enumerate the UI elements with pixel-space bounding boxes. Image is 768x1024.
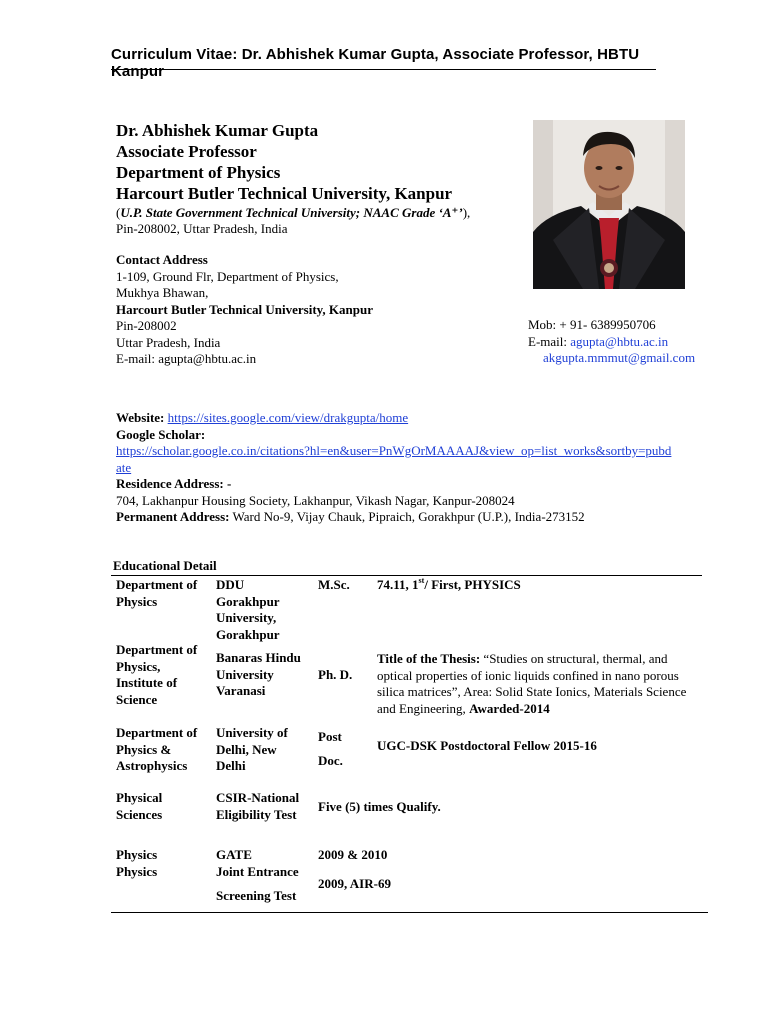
contact-email: E-mail: agupta@hbtu.ac.in [116, 351, 257, 366]
contact-line: Pin-208002 [116, 318, 177, 333]
edu-dept: Physical Sciences [116, 790, 163, 822]
cv-header-title: Curriculum Vitae: Dr. Abhishek Kumar Gupta, Associate Professor, HBTU Kanpur [111, 46, 640, 80]
profile-designation: Associate Professor [116, 142, 257, 161]
edu-degree: Ph. D. [318, 667, 353, 682]
edu-institution: GATE Joint Entrance Screening Test [216, 847, 299, 903]
profile-university: Harcourt Butler Technical University, Kanpur [116, 184, 453, 203]
edu-dept: Department of Physics & Astrophysics [116, 725, 198, 773]
profile-name: Dr. Abhishek Kumar Gupta [116, 121, 319, 140]
edu-institution: University of Delhi, New Delhi [216, 725, 288, 773]
edu-detail: Five (5) times Qualify. [318, 799, 441, 814]
website-label: Website: [116, 410, 168, 425]
edu-year: 2009 & 2010 [318, 847, 388, 862]
email-link-primary[interactable]: agupta@hbtu.ac.in [570, 333, 669, 349]
education-table-top-rule [111, 575, 702, 576]
residence-address: 704, Lakhanpur Housing Society, Lakhanpur, Vikash Nagar, Kanpur-208024 [116, 492, 515, 508]
contact-line: 1-109, Ground Flr, Department of Physics, [116, 268, 339, 284]
mobile-number: Mob: + 91- 6389950706 [528, 317, 656, 332]
website-link[interactable]: https://sites.google.com/view/drakgupta/home [167, 410, 409, 425]
edu-year: 2009, AIR-69 [318, 876, 391, 891]
contact-line: Harcourt Butler Technical University, Kanpur [116, 301, 374, 317]
contact-heading: Contact Address [116, 252, 208, 267]
residence-label: Residence Address: - [116, 476, 232, 491]
edu-institution: CSIR-National Eligibility Test [216, 790, 300, 822]
education-table-bottom-rule [111, 912, 708, 913]
profile-block [116, 120, 516, 204]
edu-dept: Department of Physics, Institute of Science [116, 642, 198, 707]
links-and-addresses [116, 410, 716, 526]
permanent-address: Ward No-9, Vijay Chauk, Pipraich, Gorakhpur (U.P.), India-273152 [229, 509, 585, 524]
edu-degree: M.Sc. [318, 577, 350, 592]
edu-thesis: Title of the Thesis: “Studies on structural, thermal, and optical properties of ionic liquids confined in nano porous silica matrices”, Area: Solid State Ionics, Materials Science and Engineering, Awarded-2014 [377, 651, 687, 716]
profile-photo [533, 120, 685, 289]
profile-department: Department of Physics [116, 163, 281, 182]
scholar-link[interactable]: https://scholar.google.co.in/citations?hl=en&user=PnWgOrMAAAAJ&view_op=list_works&sortby=pubd ate [116, 443, 672, 475]
contact-line: Mukhya Bhawan, [116, 285, 209, 300]
scholar-label: Google Scholar: [116, 426, 206, 442]
edu-dept: Physics Physics [116, 847, 158, 879]
university-note: (U.P. State Government Technical University; NAAC Grade ‘A⁺’), Pin-208002, Uttar Pradesh, India [116, 205, 471, 236]
edu-detail: UGC-DSK Postdoctoral Fellow 2015-16 [377, 738, 597, 753]
edu-dept: Department of Physics [116, 577, 198, 609]
education-title: Educational Detail [113, 558, 217, 573]
contact-address [116, 252, 516, 368]
phone-email-block: Mob: + 91- 6389950706 E-mail: agupta@hbtu.ac.in akgupta.mmmut@gmail.com [528, 317, 728, 367]
contact-line: Uttar Pradesh, India [116, 334, 221, 350]
header-divider [111, 69, 656, 70]
email-link-secondary[interactable]: akgupta.mmmut@gmail.com [543, 350, 696, 365]
edu-degree: Post Doc. [318, 729, 343, 768]
edu-institution: Banaras Hindu University Varanasi [216, 650, 301, 698]
edu-institution: DDU Gorakhpur University, Gorakhpur [216, 577, 280, 642]
university-note-italic: U.P. State Government Technical University; NAAC Grade ‘A⁺’ [120, 205, 463, 220]
permanent-label: Permanent Address: [116, 509, 230, 524]
edu-detail: 74.11, 1st/ First, PHYSICS [377, 576, 521, 592]
